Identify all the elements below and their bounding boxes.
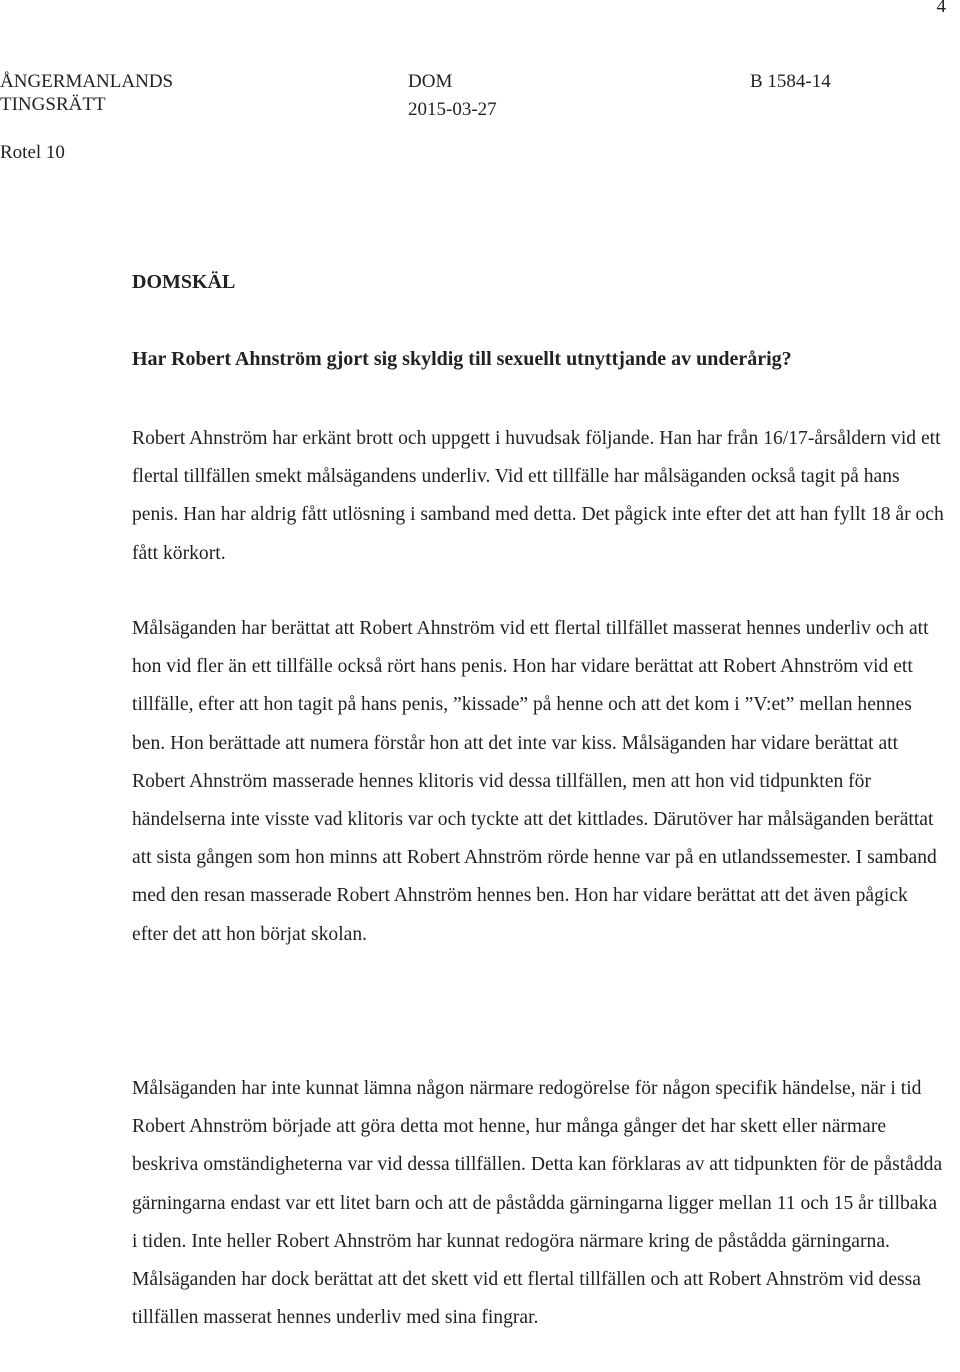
document-type: DOM xyxy=(408,71,453,92)
paragraph-1: Robert Ahnström har erkänt brott och uppgett i huvudsak följande. Han har från 16/17-årsåldern vid ett flertal tillfällen smekt målsägandens underliv. Vid ett tillfälle har målsäganden också tagit på hans penis. Han har aldrig fått utlösning i samband med detta. Det pågick inte efter det att han fyllt 18 år och fått körkort. xyxy=(132,428,944,564)
court-name xyxy=(0,70,173,116)
paragraph-2: Målsäganden har berättat att Robert Ahnström vid ett flertal tillfället masserat hennes underliv och att hon vid fler än ett tillfälle också rört hans penis. Hon har vidare berättat att Robert Ahnström vid ett tillfälle, efter att hon tagit på hans penis, ”kissade” på henne och att det kom i ”V:et” mellan hennes ben. Hon berättade att numera förstår hon att det inte var kiss. Målsäganden har vidare berättat att Robert Ahnström masserade hennes klitoris vid dessa tillfällen, men att hon vid tidpunkten för händelserna inte visste vad klitoris var och tyckte att det kittlades. Därutöver har målsäganden berättat att sista gången som hon minns att Robert Ahnström rörde henne var på en utlandssemester. I samband med den resan masserade Robert Ahnström hennes ben. Hon har vidare berättat att det även pågick efter det att hon börjat skolan. xyxy=(132,618,937,945)
page-number: 4 xyxy=(936,0,946,17)
question-heading: Har Robert Ahnström gjort sig skyldig till sexuellt utnyttjande av underårig? xyxy=(132,348,792,370)
case-number: B 1584-14 xyxy=(750,71,831,92)
section-heading: DOMSKÄL xyxy=(132,271,236,293)
court-name-line1: ÅNGERMANLANDS xyxy=(0,71,174,92)
document-date: 2015-03-27 xyxy=(408,99,497,120)
paragraph-3: Målsäganden har inte kunnat lämna någon närmare redogörelse för någon specifik händelse, när i tid Robert Ahnström började att göra detta mot henne, hur många gånger det har skett eller närmare beskriva omständigheterna var vid dessa tillfällen. Detta kan förklaras av att tidpunkten för de påstådda gärningarna endast var ett litet barn och att de påstådda gärningarna ligger mellan 11 och 15 år tillbaka i tiden. Inte heller Robert Ahnström har kunnat redogöra närmare kring de påstådda gärningarna. Målsäganden har dock berättat att det skett vid ett flertal tillfällen och att Robert Ahnström vid dessa tillfällen masserat hennes underliv med sina fingrar. xyxy=(132,1078,943,1329)
division-label: Rotel 10 xyxy=(0,142,65,163)
court-name-line2: TINGSRÄTT xyxy=(0,94,106,115)
